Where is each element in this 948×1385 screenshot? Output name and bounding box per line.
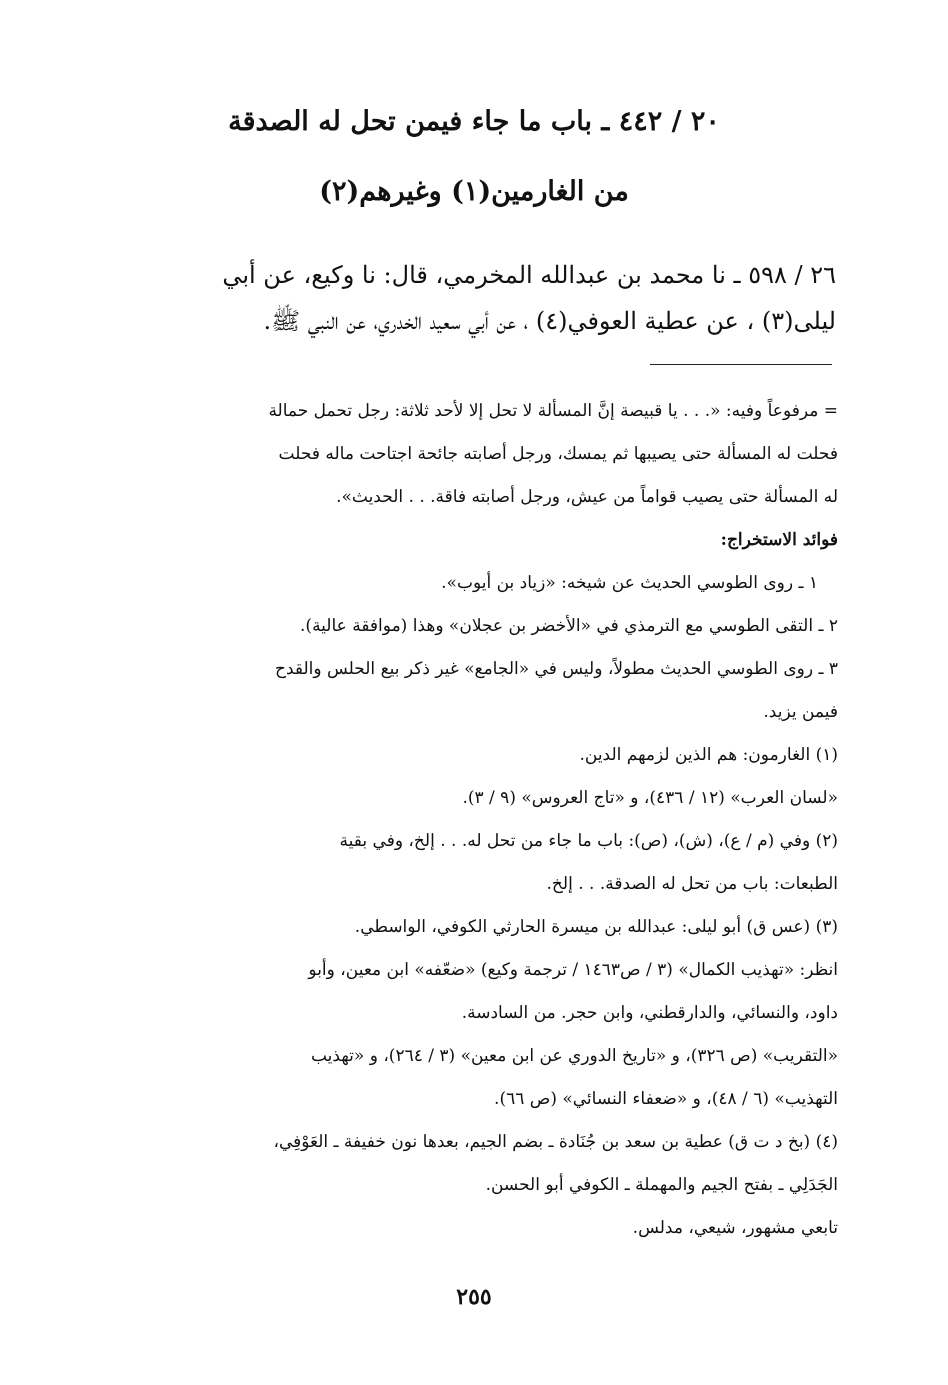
footnote-line: الجَدَلِي ـ بفتح الجيم والمهملة ـ الكوفي أبو الحسن.: [485, 1175, 838, 1195]
footnote-line: «لسان العرب» (١٢ / ٤٣٦)، و «تاج العروس» (٩ / ٣).: [462, 788, 838, 808]
footnote-4: (٤) (بخ د ت ق) عطية بن سعد بن جُنَادة ـ بضم الجيم، بعدها نون خفيفة ـ العَوْفِي،: [273, 1132, 838, 1152]
footnote-line: = مرفوعاً وفيه: «. . . يا قبيصة إنَّ المسألة لا تحل إلا لأحد ثلاثة: رجل تحمل حمالة: [268, 401, 838, 421]
footnote-2: (٢) وفي (م / ع)، (ش)، (ص): باب ما جاء من تحل له. . . إلخ، وفي بقية: [339, 831, 838, 851]
footnote-line: «التقريب» (ص ٣٢٦)، و «تاريخ الدوري عن ابن معين» (٣ / ٢٦٤)، و «تهذيب: [310, 1046, 838, 1066]
hadith-line: ليلى(٣) ، عن عطية العوفي(٤) ، عن أبي سعيد الخدري، عن النبي ﷺ.: [263, 307, 836, 335]
chapter-title: ٢٠ / ٤٤٢ ـ باب ما جاء فيمن تحل له الصدقة: [228, 106, 720, 137]
footnote-separator: [650, 364, 832, 365]
page-number: ٢٥٥: [456, 1284, 492, 1310]
footnote-line: فيمن يزيد.: [763, 702, 838, 722]
footnote-line: ٢ ـ التقى الطوسي مع الترمذي في «الأخضر بن عجلان» وهذا (موافقة عالية).: [300, 616, 838, 636]
footnote-line: له المسألة حتى يصيب قواماً من عيش، ورجل أصابته فاقة. . . الحديث».: [336, 487, 838, 507]
footnote-3: (٣) (عس ق) أبو ليلى: عبدالله بن ميسرة الحارثي الكوفي، الواسطي.: [354, 917, 838, 937]
footnote-line: تابعي مشهور، شيعي، مدلس.: [632, 1218, 838, 1238]
footnote-line: الطبعات: باب من تحل له الصدقة. . . إلخ.: [546, 874, 838, 894]
hadith-line: ٢٦ / ٥٩٨ ـ نا محمد بن عبدالله المخرمي، قال: نا وكيع، عن أبي: [222, 261, 836, 289]
chapter-subtitle: من الغارمين(١) وغيرهم(٢): [319, 176, 629, 207]
footnote-line: فحلت له المسألة حتى يصيبها ثم يمسك، ورجل أصابته جائحة اجتاحت ماله فحلت: [278, 444, 838, 464]
footnote-1: (١) الغارمون: هم الذين لزمهم الدين.: [579, 745, 838, 765]
footnote-line: داود، والنسائي، والدارقطني، وابن حجر. من السادسة.: [461, 1003, 838, 1023]
footnote-line: ٣ ـ روى الطوسي الحديث مطولاً، وليس في «الجامع» غير ذكر بيع الحلس والقدح: [274, 659, 838, 679]
footnote-line: انظر: «تهذيب الكمال» (٣ / ص١٤٦٣ / ترجمة وكيع) «ضعّفه» ابن معين، وأبو: [308, 960, 838, 980]
footnote-line: ١ ـ روى الطوسي الحديث عن شيخه: «زياد بن أيوب».: [441, 573, 818, 593]
footnotes: [110, 390, 838, 1250]
footnote-line: التهذيب» (٦ / ٤٨)، و «ضعفاء النسائي» (ص ٦٦).: [494, 1089, 838, 1109]
benefits-heading: فوائد الاستخراج:: [720, 530, 838, 550]
hadith-text: [110, 252, 836, 344]
